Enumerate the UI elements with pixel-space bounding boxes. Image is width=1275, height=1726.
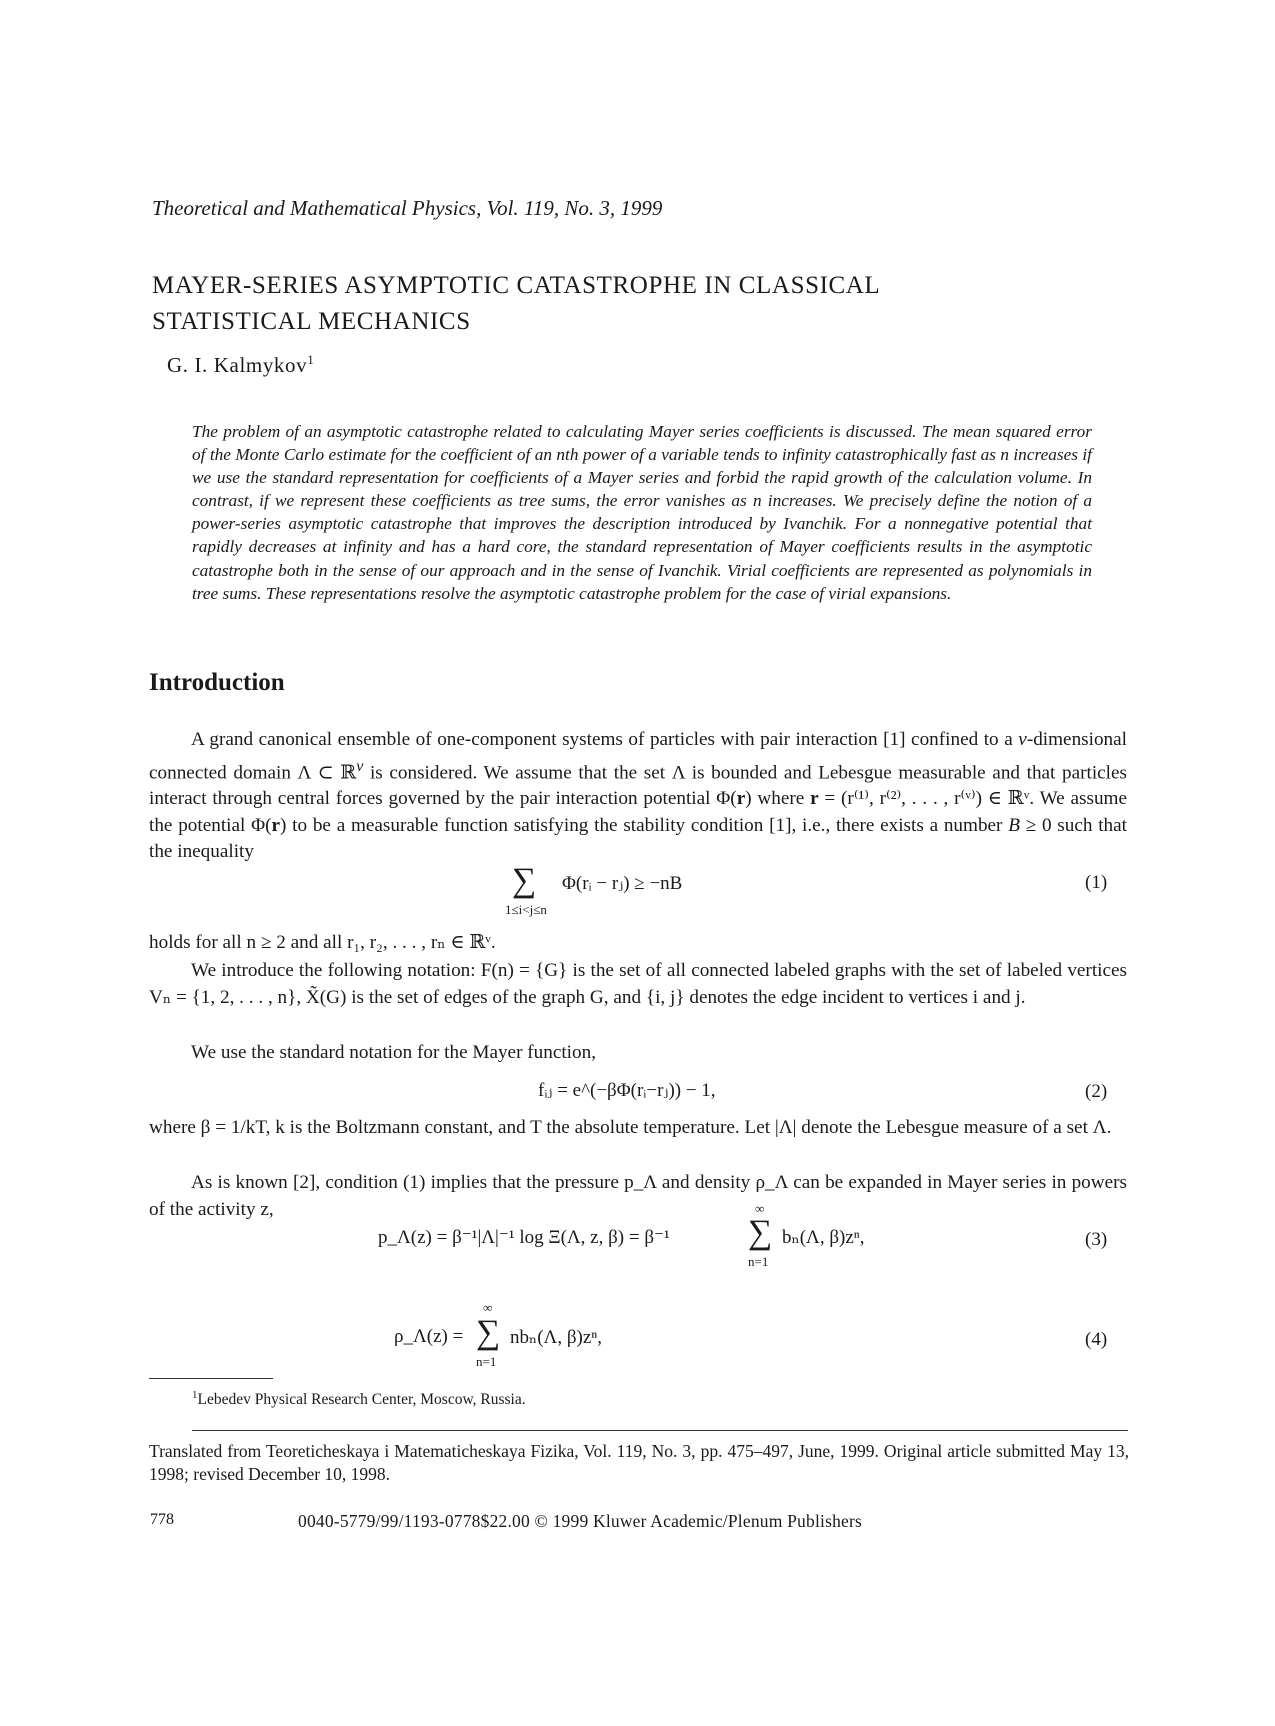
equation-2-number: (2) <box>1085 1081 1108 1102</box>
copyright-line: 0040-5779/99/1193-0778$22.00 © 1999 Kluwer Academic/Plenum Publishers <box>298 1511 863 1531</box>
equation-4-lhs: ρ_Λ(z) = <box>394 1326 464 1347</box>
equation-3-rhs: bₙ(Λ, β)zⁿ, <box>782 1227 865 1248</box>
intro-paragraph-3: We use the standard notation for the Mayer function, <box>191 1042 596 1063</box>
page-number: 778 <box>150 1511 174 1528</box>
intro-holds-line: holds for all n ≥ 2 and all r₁, r₂, . . . , rₙ ∈ ℝᵛ. <box>149 932 496 953</box>
footnote-mark: 1 <box>192 1389 198 1401</box>
equation-1-sum-sign: ∑ <box>512 862 537 899</box>
title-line-2: STATISTICAL MECHANICS <box>152 308 471 335</box>
translation-rule <box>192 1430 1128 1431</box>
footnote-rule <box>149 1378 273 1379</box>
intro-paragraph-2: We introduce the following notation: F(n) = {G} is the set of all connected labeled graphs with the set of labeled vertices Vₙ = {1, 2, . . . , n}, X̃(G) is the set of edges of the graph G, and {i, j} denotes the edge incident to vertices i and j. <box>149 960 1127 1008</box>
journal-citation: Theoretical and Mathematical Physics, Vol. 119, No. 3, 1999 <box>152 196 663 220</box>
equation-4-lower-limit: n=1 <box>476 1354 497 1369</box>
equation-3-upper-limit: ∞ <box>755 1201 765 1216</box>
author-name: G. I. Kalmykov <box>167 353 308 377</box>
equation-4-number: (4) <box>1085 1329 1108 1350</box>
intro-paragraph-5: As is known [2], condition (1) implies that the pressure p_Λ and density ρ_Λ can be expanded in Mayer series in powers of the activity z, <box>149 1172 1127 1220</box>
equation-4-rhs: nbₙ(Λ, β)zⁿ, <box>510 1327 602 1348</box>
abstract: The problem of an asymptotic catastrophe related to calculating Mayer series coefficients is discussed. The mean squared error of the Monte Carlo estimate for the coefficient of an nth power of a variable tends to infinity catastrophically fast as n increases if we use the standard representation for coefficients of a Mayer series and forbid the rapid growth of the calculation volume. In contrast, if we represent these coefficients as tree sums, the error vanishes as n increases. We precisely define the notion of a power-series asymptotic catastrophe that improves the description introduced by Ivanchik. For a nonnegative potential that rapidly decreases at infinity and has a hard core, the standard representation of Mayer coefficients results in the asymptotic catastrophe both in the sense of our approach and in the sense of Ivanchik. Virial coefficients are represented as polynomials in tree sums. These representations resolve the asymptotic catastrophe problem for the case of virial expansions. <box>192 422 1092 603</box>
equation-4-upper-limit: ∞ <box>483 1300 493 1315</box>
equation-3-sum-sign: ∑ <box>748 1214 773 1251</box>
footnote-text: Lebedev Physical Research Center, Moscow, Russia. <box>197 1391 526 1409</box>
equation-1-limits: 1≤i<j≤n <box>505 902 547 917</box>
author-footnote-mark: 1 <box>307 352 315 367</box>
title-line-1: MAYER-SERIES ASYMPTOTIC CATASTROPHE IN CLASSICAL <box>152 272 881 299</box>
equation-4-sum-sign: ∑ <box>476 1314 501 1351</box>
paper-title <box>152 268 1112 340</box>
equation-2-body: fᵢⱼ = e^(−βΦ(rᵢ−rⱼ)) − 1, <box>538 1080 716 1101</box>
section-heading: Introduction <box>149 669 285 696</box>
author-line <box>167 352 314 378</box>
intro-paragraph-4: where β = 1/kT, k is the Boltzmann constant, and T the absolute temperature. Let |Λ| denote the Lebesgue measure of a set Λ. <box>149 1117 1112 1138</box>
equation-3-number: (3) <box>1085 1229 1108 1250</box>
equation-3-lower-limit: n=1 <box>748 1254 769 1269</box>
translation-note: Translated from Teoreticheskaya i Matematicheskaya Fizika, Vol. 119, No. 3, pp. 475–497, June, 1999. Original article submitted May 13, 1998; revised December 10, 1998. <box>149 1441 1129 1484</box>
equation-3-lhs: p_Λ(z) = β⁻¹|Λ|⁻¹ log Ξ(Λ, z, β) = β⁻¹ <box>378 1227 670 1248</box>
equation-1-body: Φ(rᵢ − rⱼ) ≥ −nB <box>562 873 683 894</box>
equation-1-number: (1) <box>1085 872 1108 893</box>
intro-paragraph-1: A grand canonical ensemble of one-component systems of particles with pair interaction [1] confined to a ν-dimensional connected domain Λ ⊂ ℝ$^\nu$ is considered. We assume that the set Λ is bounded and Lebesgue measurable and that particles interact through central forces governed by the pair interaction potential Φ(r) where r = (r⁽¹⁾, r⁽²⁾, . . . , r⁽ᵛ⁾) ∈ ℝᵛ. We assume the potential Φ(r) to be a measurable function satisfying the stability condition [1], i.e., there exists a number B ≥ 0 such that the inequality <box>149 729 1128 863</box>
footnote <box>192 1389 526 1409</box>
